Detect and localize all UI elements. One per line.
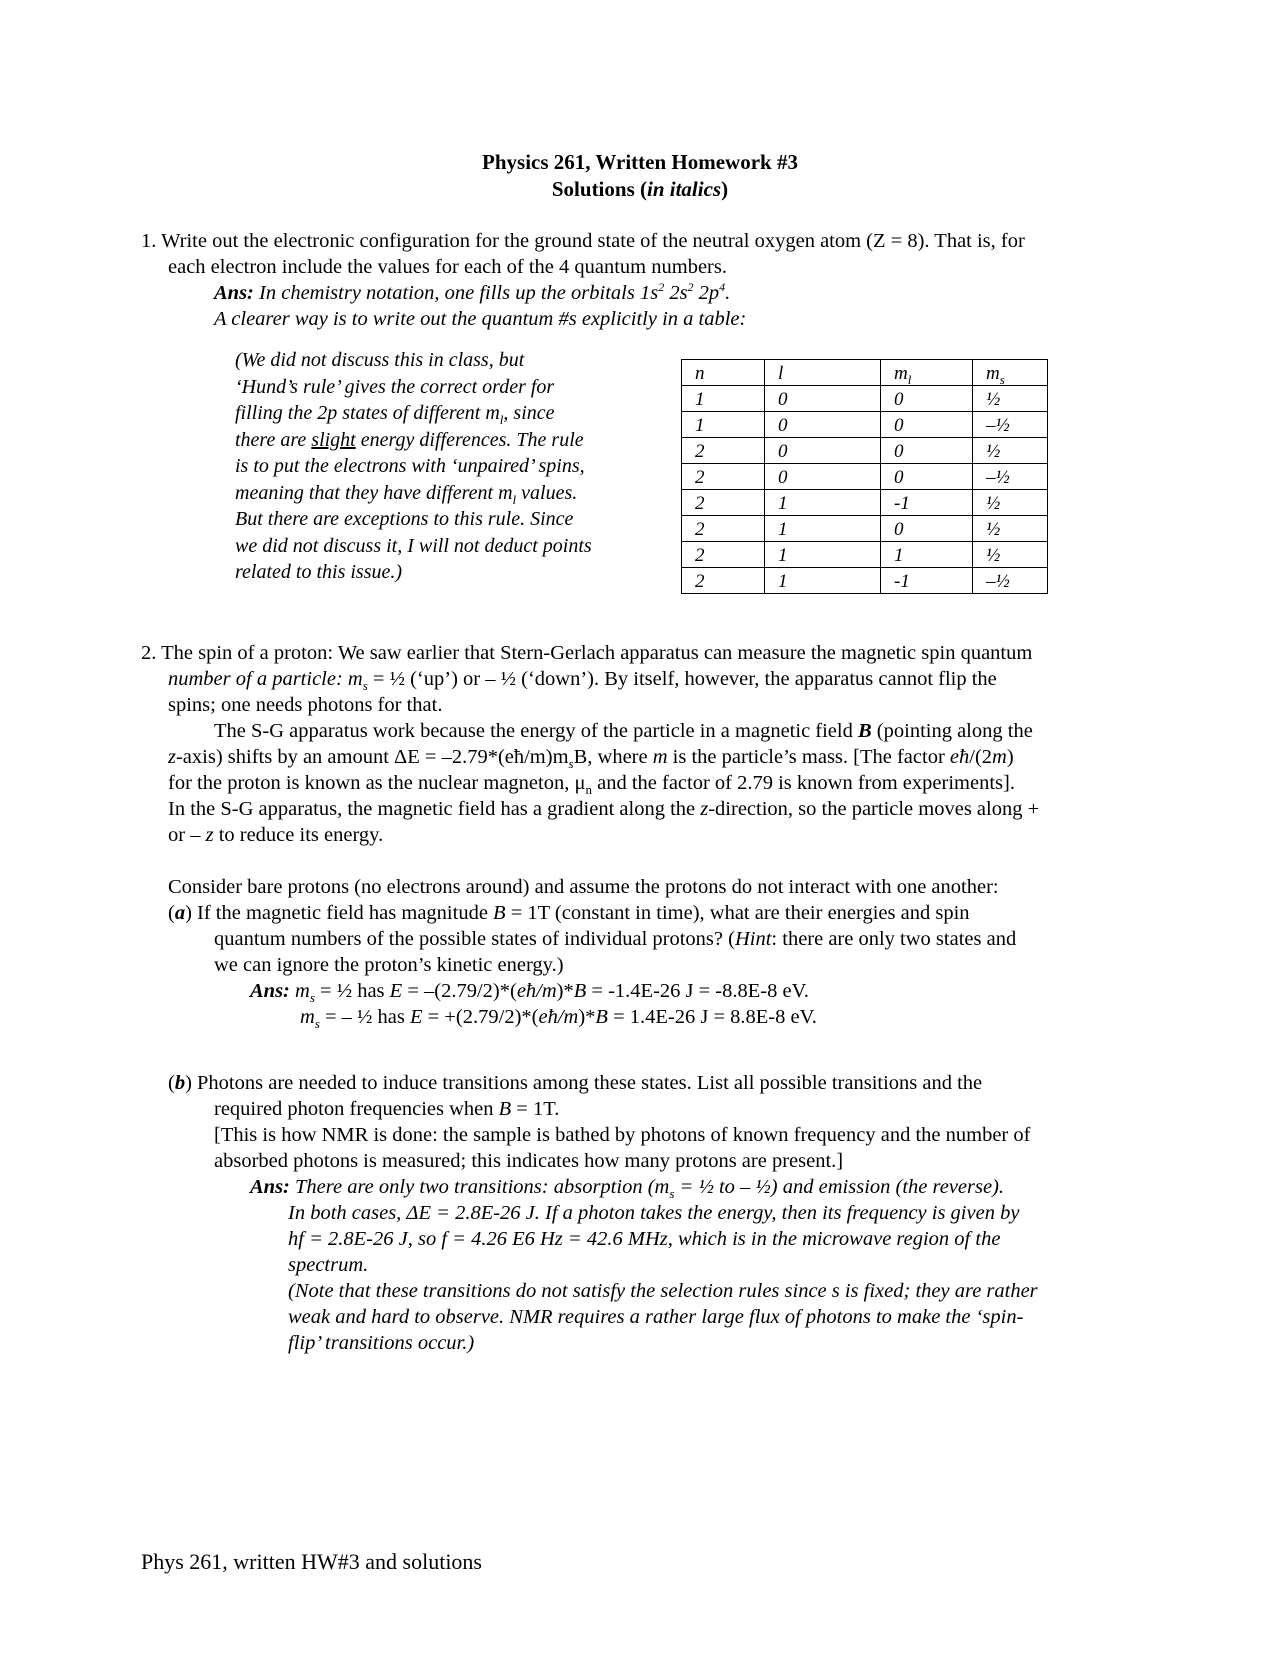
- table-row: 2 1 -1 ½: [682, 490, 1048, 516]
- q2-line-1: 2. The spin of a proton: We saw earlier that Stern-Gerlach apparatus can measure the magnetic spin quantum: [141, 642, 1033, 664]
- q2a-line-2: quantum numbers of the possible states of individual protons? (Hint: there are only two states and: [214, 928, 1017, 950]
- q2b-note-1: (Note that these transitions do not satisfy the selection rules since s is fixed; they are rather: [288, 1280, 1038, 1302]
- q1-answer: Ans: In chemistry notation, one fills up the orbitals $1s^2$ $2s^2$ $2p^4$.: [214, 280, 731, 304]
- q2-line-7: In the S-G apparatus, the magnetic field has a gradient along the z-direction, so the particle moves along +: [168, 798, 1040, 820]
- table-row: 2 0 0 ½: [682, 438, 1048, 464]
- table-header-row: [682, 360, 1048, 386]
- table-row: 2 0 0 –½: [682, 464, 1048, 490]
- q1-clearer: A clearer way is to write out the quantum #s explicitly in a table:: [214, 308, 747, 330]
- q2-line-3: spins; one needs photons for that.: [168, 694, 443, 716]
- table-row: 1 0 0 ½: [682, 386, 1048, 412]
- q2-line-6: for the proton is known as the nuclear magneton, $\mu_n$ and the factor of 2.79 is known from experiments].: [168, 772, 1015, 798]
- q2b-answer-2: In both cases, ΔE = 2.8E-26 J. If a photon takes the energy, then its frequency is given by: [288, 1202, 1020, 1224]
- q2-line-8: or – z to reduce its energy.: [168, 824, 384, 846]
- table-row: 2 1 -1 –½: [682, 568, 1048, 594]
- q2b-line-2: required photon frequencies when B = 1T.: [214, 1098, 560, 1120]
- header-n: n: [682, 360, 765, 386]
- header-ms: $m_s$: [973, 360, 1048, 386]
- page-subtitle: Solutions (in italics): [551, 177, 729, 201]
- table-row: 1 0 0 –½: [682, 412, 1048, 438]
- q2b-line-1: (b) Photons are needed to induce transitions among these states. List all possible transitions and the: [168, 1072, 983, 1094]
- q2-consider: Consider bare protons (no electrons around) and assume the protons do not interact with one another:: [168, 876, 999, 898]
- hund-rule-note: (We did not discuss this in class, but ‘Hund’s rule’ gives the correct order for filling the 2p states of different $m_l$, since there are slight energy differences. The rule is to put the electrons with ‘unpaired’ spins, meaning that they have different $m_l$ values. But there are exceptions to this rule. Since we did not discuss it, I will not deduct points related to this issue.): [235, 349, 592, 583]
- q2a-line-1: (a) If the magnetic field has magnitude B = 1T (constant in time), what are their energies and spin: [168, 902, 970, 924]
- q2b-note-2: weak and hard to observe. NMR requires a rather large flux of photons to make the ‘spin-: [288, 1306, 1024, 1328]
- q2a-answer-2: $m_s$ = – ½ has E = +(2.79/2)*(eħ/m)*B = 1.4E-26 J = 8.8E-8 eV.: [300, 1006, 817, 1032]
- q2b-answer-3: hf = 2.8E-26 J, so f = 4.26 E6 Hz = 42.6 MHz, which is in the microwave region of the: [288, 1228, 1001, 1250]
- table-row: 2 1 1 ½: [682, 542, 1048, 568]
- header-ml: $m_l$: [881, 360, 973, 386]
- q1-line-2: each electron include the values for each of the 4 quantum numbers.: [168, 256, 727, 278]
- q2b-line-4: absorbed photons is measured; this indicates how many protons are present.]: [214, 1150, 844, 1172]
- q2a-answer-1: Ans: $m_s$ = ½ has E = –(2.79/2)*(eħ/m)*B = -1.4E-26 J = -8.8E-8 eV.: [250, 980, 809, 1006]
- q2-line-2: number of a particle: $m_s$ = ½ (‘up’) or – ½ (‘down’). By itself, however, the apparatus cannot flip the: [168, 668, 997, 694]
- q1-line-1: 1. Write out the electronic configuration for the ground state of the neutral oxygen atom (Z = 8). That is, for: [141, 230, 1025, 252]
- quantum-numbers-table: [681, 359, 1048, 594]
- page-title: Physics 261, Written Homework #3: [482, 150, 798, 174]
- table-row: 2 1 0 ½: [682, 516, 1048, 542]
- q2b-line-3: [This is how NMR is done: the sample is bathed by photons of known frequency and the number of: [214, 1124, 1031, 1146]
- q2a-line-3: we can ignore the proton’s kinetic energy.): [214, 954, 564, 976]
- q2b-answer: Ans: There are only two transitions: absorption ($m_s$ = ½ to – ½) and emission (the reverse).: [250, 1176, 1005, 1202]
- q2b-note-3: flip’ transitions occur.): [288, 1332, 475, 1354]
- q2-line-5: z-axis) shifts by an amount $\Delta E = -2.79*(eħ/m)m_sB$, where m is the particle’s mass. [The factor eħ/(2m): [168, 746, 1014, 772]
- q2b-answer-4: spectrum.: [288, 1254, 369, 1276]
- q2-line-4: The S-G apparatus work because the energy of the particle in a magnetic field B (pointing along the: [214, 720, 1033, 742]
- header-l: l: [765, 360, 881, 386]
- page-footer: Phys 261, written HW#3 and solutions: [141, 1549, 482, 1574]
